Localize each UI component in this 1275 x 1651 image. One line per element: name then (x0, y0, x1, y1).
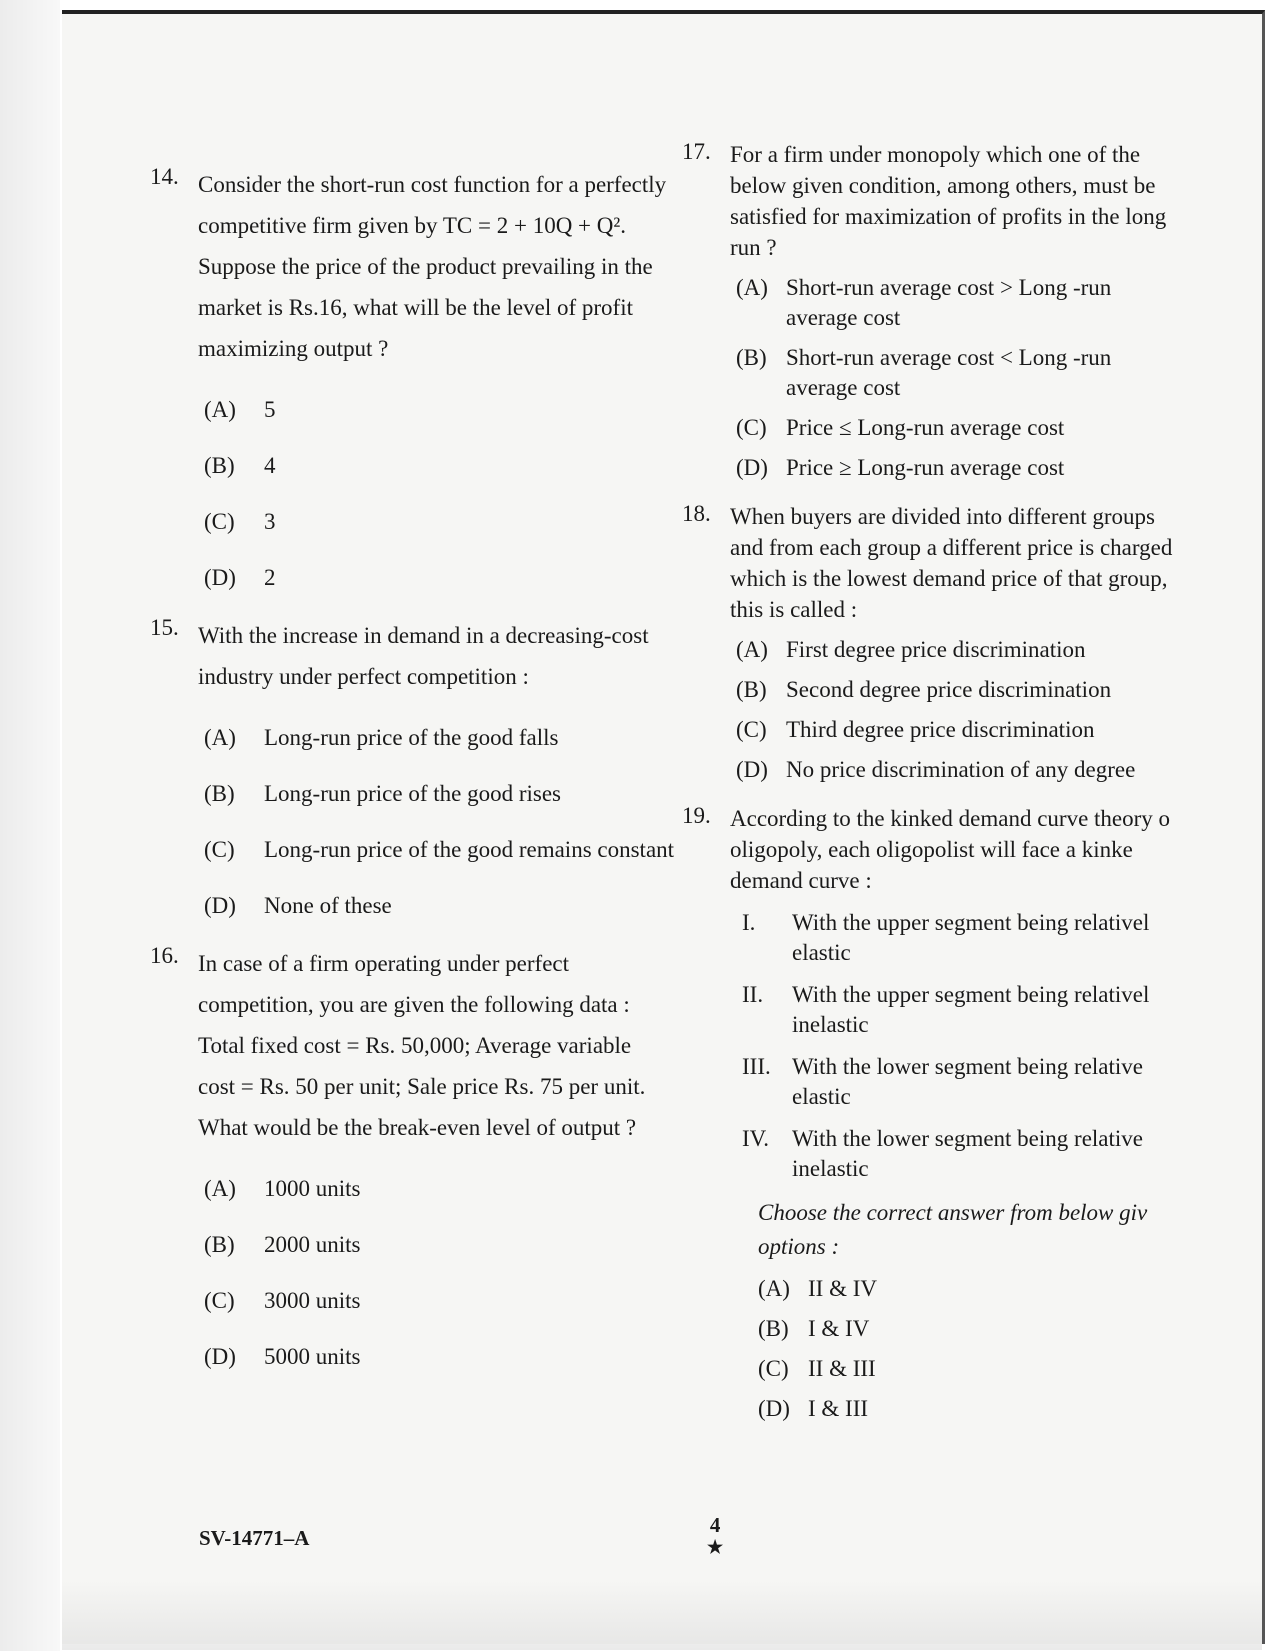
question-text: For a firm under monopoly which one of the below given condition, among others, must be satisfied for maximization of profits in the long run ? (730, 142, 1167, 260)
scan-edge-shadow (0, 0, 60, 1651)
statement-ii (742, 980, 1182, 1040)
option-b (736, 675, 1182, 705)
right-column (682, 139, 1182, 1442)
page-number-value: 4 (709, 1513, 721, 1537)
option-label: (D) (736, 757, 768, 782)
option-d (204, 1342, 670, 1372)
option-text: First degree price discrimination (786, 637, 1086, 662)
left-column (150, 164, 675, 1390)
option-a (204, 723, 670, 753)
option-d (204, 563, 670, 593)
option-c (736, 413, 1182, 443)
option-label: (C) (736, 415, 767, 440)
statement-iv (742, 1124, 1182, 1184)
statement-label: II. (742, 982, 764, 1007)
option-text: Long-run price of the good falls (264, 725, 559, 750)
option-text: No price discrimination of any degree (786, 757, 1136, 782)
question-number: 17. (682, 139, 711, 164)
question-19 (682, 803, 1182, 1424)
option-label: (C) (736, 717, 767, 742)
option-text: II & IV (808, 1276, 877, 1301)
question-text: According to the kinked demand curve theory o oligopoly, each oligopolist will face a kinke demand curve : (730, 806, 1171, 893)
option-label: (B) (204, 453, 235, 478)
option-a (736, 635, 1182, 665)
question-number: 14. (150, 164, 179, 189)
question-text: Consider the short-run cost function for a perfectly competitive firm given by TC = 2 + 10Q + Q². Suppose the price of the product prevailing in the market is Rs.16, what will be the level of profit maximizing output ? (198, 172, 667, 361)
question-number: 16. (150, 943, 179, 968)
option-text: I & IV (808, 1316, 870, 1341)
question-text: When buyers are divided into different groups and from each group a different price is charged which is the lowest demand price of that group, this is called : (730, 504, 1173, 622)
option-c (204, 1286, 670, 1316)
option-label: (A) (758, 1276, 790, 1301)
option-text: 3000 units (264, 1288, 361, 1313)
option-label: (D) (736, 455, 768, 480)
option-text: 4 (264, 453, 276, 478)
option-text: Second degree price discrimination (786, 677, 1112, 702)
option-label: (D) (758, 1396, 790, 1421)
statement-label: IV. (742, 1126, 770, 1151)
statement-iii (742, 1052, 1182, 1112)
option-d (204, 891, 670, 921)
option-label: (A) (204, 1176, 236, 1201)
option-a (736, 273, 1182, 333)
option-text: II & III (808, 1356, 876, 1381)
option-label: (D) (204, 1344, 236, 1369)
option-label: (B) (758, 1316, 789, 1341)
option-c (758, 1354, 1182, 1384)
question-14 (150, 164, 670, 593)
option-c (204, 835, 730, 865)
option-text: I & III (808, 1396, 869, 1421)
exam-page (62, 10, 1265, 1644)
option-c (204, 507, 670, 537)
option-b (204, 779, 670, 809)
option-label: (A) (204, 397, 236, 422)
option-text: 2000 units (264, 1232, 361, 1257)
option-label: (B) (204, 781, 235, 806)
paper-code: SV-14771–A (199, 1526, 310, 1550)
option-label: (C) (758, 1356, 789, 1381)
option-text: Short-run average cost < Long -run average cost (786, 345, 1112, 400)
question-text: With the increase in demand in a decreasing-cost industry under perfect competition : (198, 623, 649, 689)
page-number (707, 1514, 723, 1558)
question-number: 18. (682, 501, 711, 526)
answer-instruction: Choose the correct answer from below giv options : (758, 1200, 1148, 1259)
statement-text: With the upper segment being relativel inelastic (792, 982, 1150, 1037)
statement-label: I. (742, 910, 756, 935)
option-text: Long-run price of the good rises (264, 781, 562, 806)
statement-text: With the lower segment being relative inelastic (792, 1126, 1143, 1181)
question-15 (150, 615, 675, 921)
option-a (204, 395, 670, 425)
question-number: 19. (682, 803, 711, 828)
option-text: 5000 units (264, 1344, 361, 1369)
option-text: Price ≤ Long-run average cost (786, 415, 1065, 440)
option-label: (C) (204, 1288, 235, 1313)
option-a (758, 1274, 1182, 1304)
option-b (758, 1314, 1182, 1344)
option-b (204, 451, 670, 481)
option-label: (C) (204, 837, 235, 862)
question-16 (150, 943, 670, 1372)
option-d (736, 755, 1182, 785)
option-text: 1000 units (264, 1176, 361, 1201)
option-text: 2 (264, 565, 276, 590)
option-label: (A) (736, 637, 768, 662)
statement-text: With the lower segment being relative elastic (792, 1054, 1143, 1109)
option-label: (D) (204, 893, 236, 918)
statement-text: With the upper segment being relativel elastic (792, 910, 1150, 965)
scan-bottom-shade (62, 1580, 1262, 1650)
option-d (736, 453, 1182, 483)
option-text: Short-run average cost > Long -run average cost (786, 275, 1112, 330)
question-18 (682, 501, 1182, 785)
option-text: 5 (264, 397, 276, 422)
option-label: (C) (204, 509, 235, 534)
star-icon: ★ (707, 1537, 724, 1557)
option-c (736, 715, 1182, 745)
option-label: (B) (204, 1232, 235, 1257)
option-b (736, 343, 1182, 403)
option-label: (A) (736, 275, 768, 300)
option-text: 3 (264, 509, 276, 534)
option-label: (D) (204, 565, 236, 590)
option-a (204, 1174, 670, 1204)
question-number: 15. (150, 615, 179, 640)
option-text: Price ≥ Long-run average cost (786, 455, 1065, 480)
option-text: None of these (264, 893, 392, 918)
option-text: Long-run price of the good remains constant (264, 837, 675, 862)
question-17 (682, 139, 1182, 483)
option-label: (B) (736, 677, 767, 702)
option-d (758, 1394, 1182, 1424)
option-label: (B) (736, 345, 767, 370)
question-text: In case of a firm operating under perfect competition, you are given the following data : Total fixed cost = Rs. 50,000; Average variable cost = Rs. 50 per unit; Sale price Rs. 75 per unit. What would be the break-even level of output ? (198, 951, 646, 1140)
option-label: (A) (204, 725, 236, 750)
statement-i (742, 908, 1182, 968)
option-b (204, 1230, 670, 1260)
statement-label: III. (742, 1054, 771, 1079)
option-text: Third degree price discrimination (786, 717, 1095, 742)
